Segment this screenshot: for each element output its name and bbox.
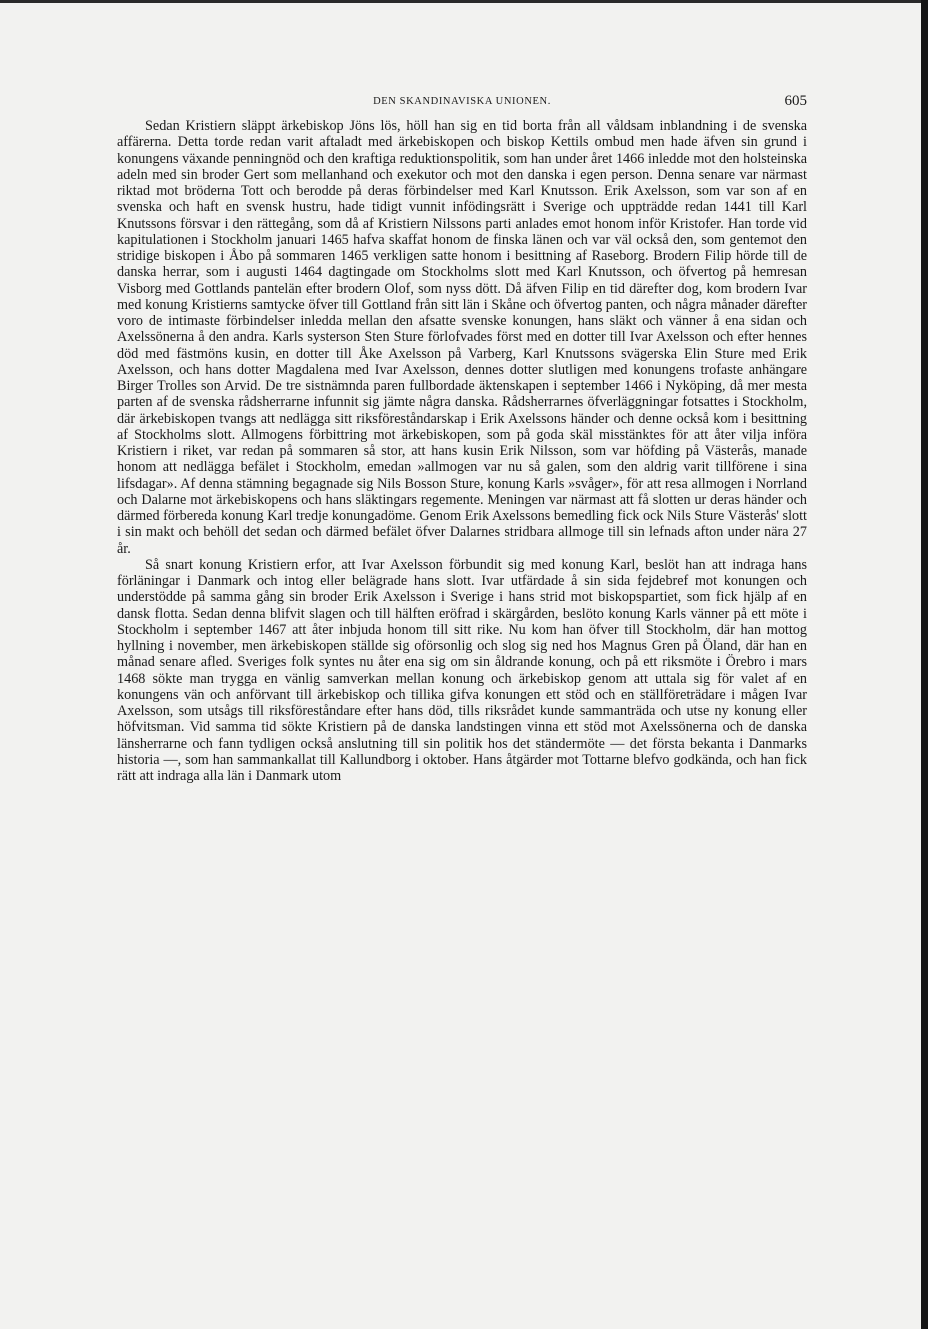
page-body — [117, 118, 807, 784]
running-title: DEN SKANDINAVISKA UNIONEN. — [373, 96, 551, 107]
scan-edge-top — [0, 0, 928, 3]
book-page — [117, 93, 807, 784]
scan-edge-right — [921, 0, 928, 1329]
page-number: 605 — [784, 93, 807, 109]
paragraph-2: Så snart konung Kristiern erfor, att Ivar Axelsson förbundit sig med konung Karl, beslöt han att indraga hans förläningar i Danmark och intog eller belägrade hans slott. Ivar utfärdade å sin sida fejdebref mot konungen och understödde på samma gång sin broder Erik Axelsson i Sverige i hans strid mot biskopspartiet, som fick hjälp af en dansk flotta. Sedan denna blifvit slagen och till hälften eröfrad i skärgården, beslöto konung Karls vänner på ett möte i Stockholm i september 1467 att åter inbjuda honom till sitt rike. Nu kom han öfver till Stockholm, där han mottog hyllning i november, men ärkebiskopen ställde sig oförsonlig och slog sig ned hos Magnus Gren på Öland, där han en månad senare afled. Sveriges folk syntes nu åter ena sig om sin åldrande konung, och på ett riksmöte i Örebro i mars 1468 sökte man trygga en vänlig samverkan mellan konung och ärkebiskop genom att uttala sig för valet af en konungens vän och anförvant till ärkebiskop och tillika gifva konungen ett stöd och en ställföreträdare i mågen Ivar Axelsson, som utsågs till riksföreståndare efter hans död, tills riksrådet kunde sammanträda och utse ny konung eller höfvitsman. Vid samma tid sökte Kristiern på de danska landstingen vinna ett stöd mot Axelssönerna och de danska länsherrarne och fann tydligen också anslutning till sin politik hos det ständermöte — det första bekanta i Danmarks historia —, som han sammankallat till Kallundborg i oktober. Hans åtgärder mot Tottarne blefvo godkända, och han fick rätt att indraga alla län i Danmark utom — [117, 556, 807, 784]
page-header — [117, 93, 807, 118]
paragraph-1: Sedan Kristiern släppt ärkebiskop Jöns lös, höll han sig en tid borta från all våldsam inblandning i de svenska affärerna. Detta torde redan varit aftaladt med ärkebiskopen och biskop Kettils ombud men hade äfven sin grund i konungens växande penningnöd och den kraftiga reduktionspolitik, som han under året 1466 inledde mot den holsteinska adeln med sin broder Gert som mellanhand och exekutor och mot den danska i egen person. Denna senare var närmast riktad mot bröderna Tott och berodde på deras förbindelser med Karl Knutsson. Erik Axelsson, som var son af en svenska och haft en svensk hustru, hade tidigt vunnit infödingsrätt i Sverige och uppträdde redan 1441 till Karl Knutssons försvar i den rättegång, som då af Kristiern Nilssons parti anlades emot honom inför Kristofer. Han torde vid kapitulationen i Stockholm januari 1465 hafva skaffat honom de finska länen och var väl också den, som gentemot den stridige biskopen i Åbo på sommaren 1465 verkligen satte honom i besittning af Raseborg. Brodern Filip hörde till de danska herrar, som i augusti 1464 dagtingade om Stockholms slott med Karl Knutsson, och öfvertog på hemresan Visborg med Gottlands pantelän efter brodern Olof, som nyss dött. Då äfven Filip en tid därefter dog, kom brodern Ivar med konung Kristierns samtycke öfver till Gottland från sitt län i Skåne och öfvertog panten, och några månader därefter voro de intimaste förbindelser inledda mellan den afsatte svenske konungen, hans släkt och vänner å ena sidan och Axelssönerna å den andra. Karls systerson Sten Sture förlofvades först med en dotter till Ivar Axelsson och efter hennes död med fästmöns kusin, en dotter till Åke Axelsson på Varberg, Karl Knutssons svägerska Elin Sture med Erik Axelsson, och hans dotter Magdalena med Ivar Axelsson, dennes dotter slutligen med konungens trofaste anhängare Birger Trolles son Arvid. De tre sistnämnda paren fullbordade äktenskapen i september 1466 i Nyköping, då mer mesta parten af de svenska rådsherrarne infunnit sig jämte några danska. Rådsherrarnes öfverläggningar fotsattes i Stockholm, där ärkebiskopen tvangs att nedlägga sitt riksföreståndarskap i Erik Axelssons händer och denne också kom i besittning af Stockholms slott. Allmogens förbittring mot ärkebiskopen, som på goda skäl misstänktes för att åter vilja införa Kristiern i riket, var redan på sommaren så stor, att hans kusin Erik Nilsson, som var höfding på Västerås, manade honom att nedlägga befälet i Stockholm, emedan »allmogen var nu så galen, som den aldrig varit tillförene i sina lifsdagar». Af denna stämning begagnade sig Nils Bosson Sture, konung Karls »svåger», för att resa allmogen i Norrland och Dalarne mot ärkebiskopens och hans släktingars regemente. Meningen var närmast att få slotten ur deras händer och därmed förbereda konung Karl tredje konungadöme. Genom Erik Axelssons bemedling fick ock Nils Sture Västerås' slott i sin makt och behöll det sedan och därmed befälet öfver Dalarnes stridbara allmoge till sin lefnads afton under nära 27 år. — [117, 118, 807, 557]
